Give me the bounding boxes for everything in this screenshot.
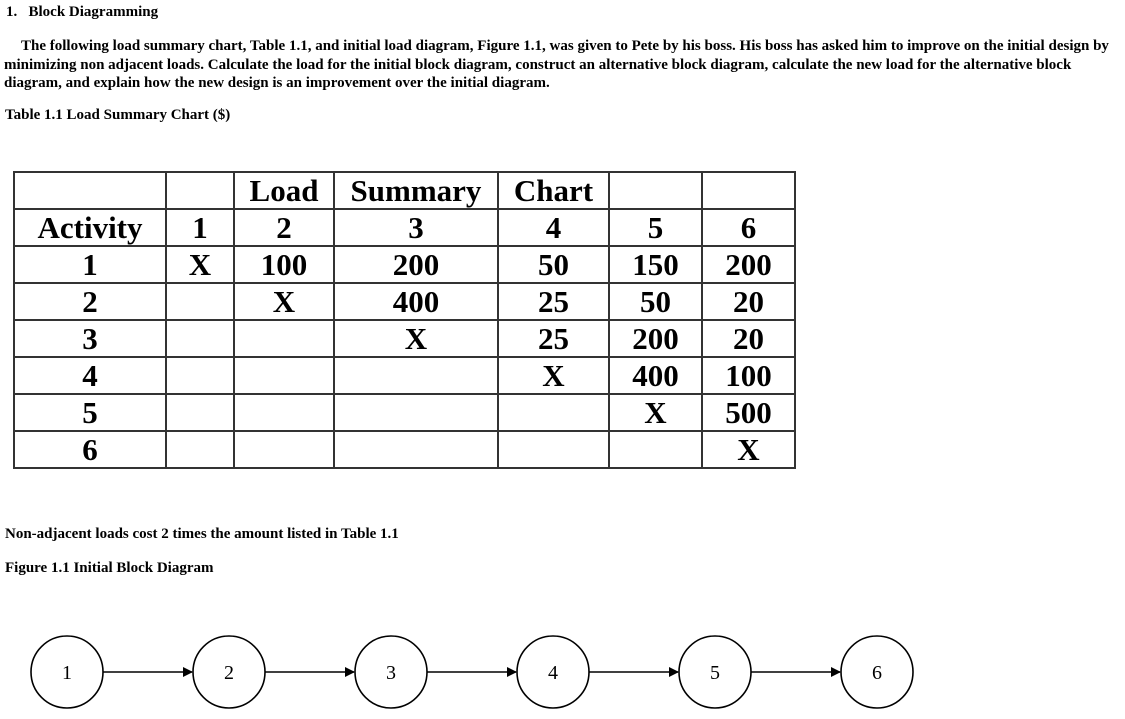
table-cell: 150 <box>609 246 702 283</box>
intro-paragraph <box>4 37 1122 93</box>
table-cell: Summary <box>334 172 498 209</box>
table-cell <box>166 172 234 209</box>
table-cell: X <box>498 357 609 394</box>
table-cell: 25 <box>498 283 609 320</box>
node-2 <box>193 636 265 708</box>
table-cell <box>609 172 702 209</box>
table-cell: X <box>234 283 334 320</box>
table-cell: 20 <box>702 283 795 320</box>
table-cell <box>166 431 234 468</box>
table-cell <box>166 394 234 431</box>
table-cell <box>14 172 166 209</box>
table-row <box>14 283 795 320</box>
column-header: 5 <box>609 209 702 246</box>
table-cell: 200 <box>334 246 498 283</box>
non-adjacent-note: Non-adjacent loads cost 2 times the amount listed in Table 1.1 <box>5 526 399 542</box>
column-header: 6 <box>702 209 795 246</box>
node-4 <box>517 636 589 708</box>
table-cell: 20 <box>702 320 795 357</box>
table-cell: 200 <box>609 320 702 357</box>
table-row <box>14 394 795 431</box>
column-header: 1 <box>166 209 234 246</box>
table-cell: 25 <box>498 320 609 357</box>
table-cell: 4 <box>14 357 166 394</box>
section-title: Block Diagramming <box>28 4 159 20</box>
table-cell: 1 <box>14 246 166 283</box>
table-cell <box>609 431 702 468</box>
table-header-row <box>14 209 795 246</box>
table-cell <box>334 431 498 468</box>
table-cell <box>498 394 609 431</box>
table-cell: 5 <box>14 394 166 431</box>
table-cell <box>334 394 498 431</box>
table-cell: 100 <box>702 357 795 394</box>
table-cell: 6 <box>14 431 166 468</box>
node-label: 4 <box>548 662 558 684</box>
column-header: 4 <box>498 209 609 246</box>
table-cell: 50 <box>609 283 702 320</box>
table-caption: Table 1.1 Load Summary Chart ($) <box>5 107 231 123</box>
table-cell: 3 <box>14 320 166 357</box>
column-header: 2 <box>234 209 334 246</box>
table-cell <box>234 357 334 394</box>
node-5 <box>679 636 751 708</box>
node-1 <box>31 636 103 708</box>
section-heading <box>6 4 158 21</box>
table-cell: 500 <box>702 394 795 431</box>
node-3 <box>355 636 427 708</box>
table-cell <box>166 283 234 320</box>
table-row <box>14 320 795 357</box>
table-cell <box>234 320 334 357</box>
table-row <box>14 246 795 283</box>
table-row <box>14 431 795 468</box>
node-label: 1 <box>62 662 72 684</box>
table-row <box>14 357 795 394</box>
table-cell <box>166 320 234 357</box>
node-label: 3 <box>386 662 396 684</box>
node-label: 5 <box>710 662 720 684</box>
table-title-row <box>14 172 795 209</box>
figure-caption: Figure 1.1 Initial Block Diagram <box>5 560 214 576</box>
intro-text: The following load summary chart, Table 1.1, and initial load diagram, Figure 1.1, was given to Pete by his boss. His boss has asked him to improve on the initial design by minimizing non adjacent loads. Calculate the load for the initial block diagram, construct an alternative block diagram, calculate the new load for the alternative block diagram, and explain how the new design is an improvement over the initial diagram. <box>4 38 1109 91</box>
table-cell: 2 <box>14 283 166 320</box>
table-cell <box>166 357 234 394</box>
table-cell: X <box>334 320 498 357</box>
table-cell: Chart <box>498 172 609 209</box>
table-cell: X <box>702 431 795 468</box>
table-cell <box>334 357 498 394</box>
table-cell: 400 <box>334 283 498 320</box>
table-cell: 100 <box>234 246 334 283</box>
table-cell <box>498 431 609 468</box>
load-summary-table <box>13 171 796 469</box>
table-cell <box>234 394 334 431</box>
table-cell: X <box>609 394 702 431</box>
table-cell <box>702 172 795 209</box>
table-cell <box>234 431 334 468</box>
table-cell: X <box>166 246 234 283</box>
node-label: 6 <box>872 662 882 684</box>
table-cell: Load <box>234 172 334 209</box>
table-cell: 50 <box>498 246 609 283</box>
section-number: 1. <box>6 4 18 20</box>
table-cell: 200 <box>702 246 795 283</box>
node-6 <box>841 636 913 708</box>
column-header: Activity <box>14 209 166 246</box>
table-cell: 400 <box>609 357 702 394</box>
block-diagram <box>0 620 1125 719</box>
node-label: 2 <box>224 662 234 684</box>
column-header: 3 <box>334 209 498 246</box>
